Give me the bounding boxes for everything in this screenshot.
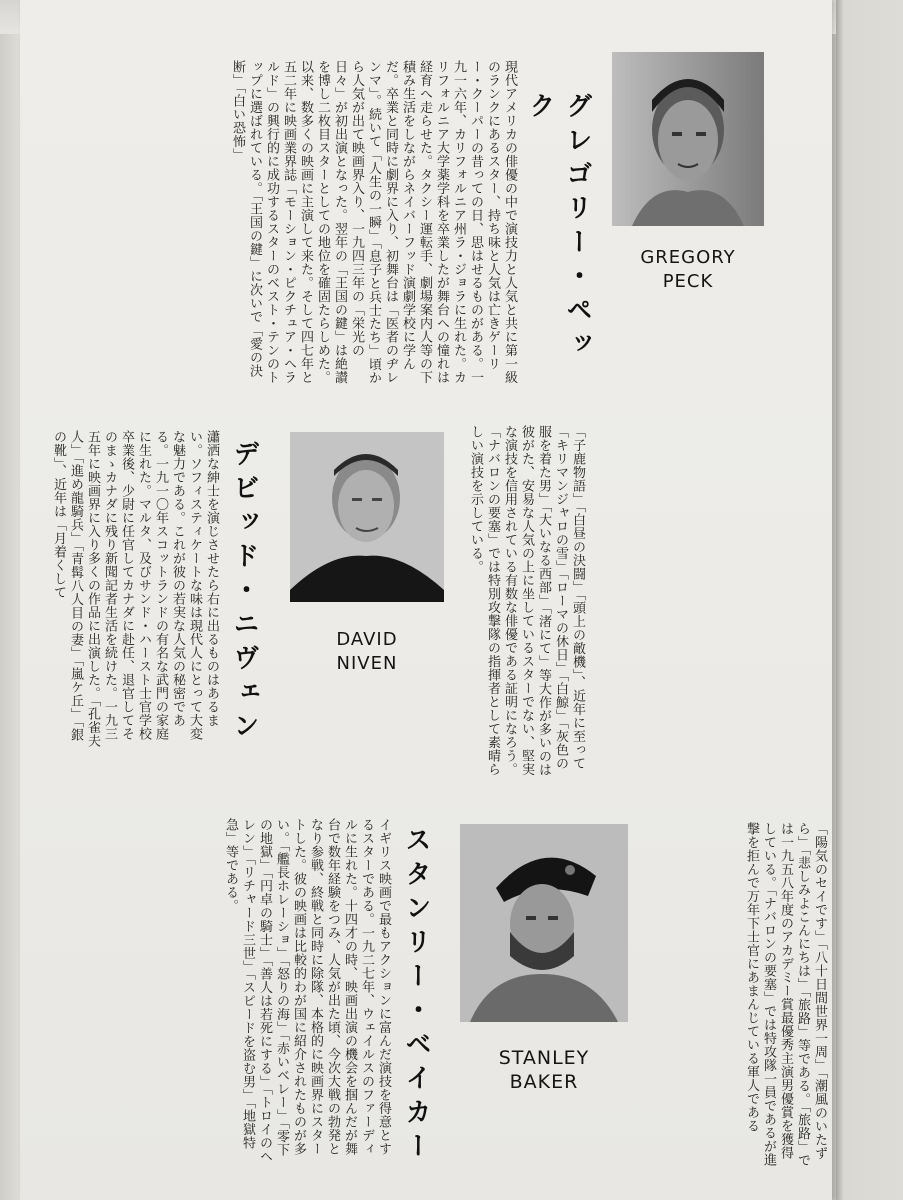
niven-body-text: 瀟洒な紳士を演じさせたら右に出るものはあるまい。ソフィスティケートな味は現代人にとって大変な魅力である。これが彼の若実な人気の秘密である。一九一〇年スコットランドの有名な武門の家庭に生れた。マルタ、及びサンド・ハースト士官学校卒業後、少尉に任官してカナダに赴任、退官してそのまゝカナダに残り新聞記者生活を続けた。一九三五年に映画界に入り多くの作品に出演した。「孔雀夫人」「進め龍騎兵」「青髯八人目の妻」「嵐ケ丘」「銀の靴」、近年は「月着くして — [51, 430, 219, 748]
peck-title: グレゴリー・ペック — [525, 92, 592, 364]
peck-body-text-continued: 「子鹿物語」「白昼の決闘」「頭上の敵機」、近年に至って「キリマンジャロの雪」「ローマの休日」「白鯨」「灰色の服を着た男」「大いなる西部」「渚にて」等大作が多いのは彼がた、安易な人気の上に坐しているスターでない、堅実な演技を信用されている有数な俳優である証明になろう。「ナバロンの要塞」では特別攻撃隊の指揮者として素晴らしい演技を示している。 — [468, 425, 585, 777]
peck-caption-line1: GREGORY — [640, 247, 736, 268]
niven-caption-line1: DAVID — [336, 629, 398, 650]
peck-caption-line2: PECK — [662, 271, 714, 292]
baker-caption — [460, 1046, 628, 1094]
niven-caption — [290, 628, 444, 676]
baker-caption-line1: STANLEY — [498, 1047, 590, 1069]
baker-body-text: イギリス映画で最もアクションに富んだ演技を得意とするスターである。一九二七年、ウェイルスのファーディルに生れた。十四才の時、映画出演の機会を掴んだが舞台で数年経験をつみ、人気が出た頃、今次大戦の勃発となり参戦、終戦と同時に除隊、本格的に映画界にスタートした。彼の映画は比較的わが国に紹介されたものが多い。「艦長ホレーショ」「怒りの海」「赤いベレー」「零下の地獄」「円卓の騎士」「善人は若死にする」「トロイのヘレン」「リチャード三世」「スピードを盗む男」「地獄特急」等である。 — [223, 818, 391, 1163]
niven-title: デビッド・ニヴェン — [229, 440, 259, 746]
niven-caption-line2: NIVEN — [336, 653, 398, 674]
baker-body-text-right: 「陽気のセイです」「八十日間世界一周」「潮風のいたずら」「悲しみよこんにちは」「旅路」等である。「旅路」では一九五八年度のアカデミー賞最優秀主演男優賞を獲得している。「ナバロンの要塞」では特攻隊一員であるが進撃を拒んで万年下士官にあまんじている軍人である — [744, 822, 827, 1167]
peck-body-text: 現代アメリカの俳優の中で演技力と人気と共に第一級のランクにあるスター、持ち味と人気は亡きゲーリー・クーパーの昔っての日、思はせるものがある。一九一六年、カリフォルニア州ラ・ジョラに生れた。カリフォルニア大学薬学科を卒業したが舞台への憧れは経育へ走らせた。タクシー運転手、劇場案内人等の下積み生活をしながらネイバーフッド演劇学校に学んだ。卒業と同時に劇界に入り、初舞台は「医者のヂレンマ」。続いて「人生の一瞬」「息子と兵士たち」頃から人気が出て映画界入り、一九四三年の「栄光の日々」が初出演となった。翌年の「王国の鍵」は絶讃を博し二枚目スターとしての地位を確固たらしめた。以来、数多くの映画に主演して来た。そして四七年と五二年に映画業界誌「モーション・ピクチュア・ヘラルド」の興行的に成功するスターのベスト・テンのトップに選ばれている。「王国の鍵」に次いで「愛の決断」「白い恐怖」 — [230, 60, 517, 385]
baker-caption-line2: BAKER — [509, 1071, 579, 1093]
next-page-edge — [836, 0, 903, 1200]
niven-portrait-photo — [290, 432, 444, 602]
baker-portrait-photo — [460, 824, 628, 1022]
peck-caption — [612, 246, 764, 294]
peck-portrait-photo — [612, 52, 764, 226]
baker-title: スタンリー・ベイカー — [401, 826, 431, 1166]
